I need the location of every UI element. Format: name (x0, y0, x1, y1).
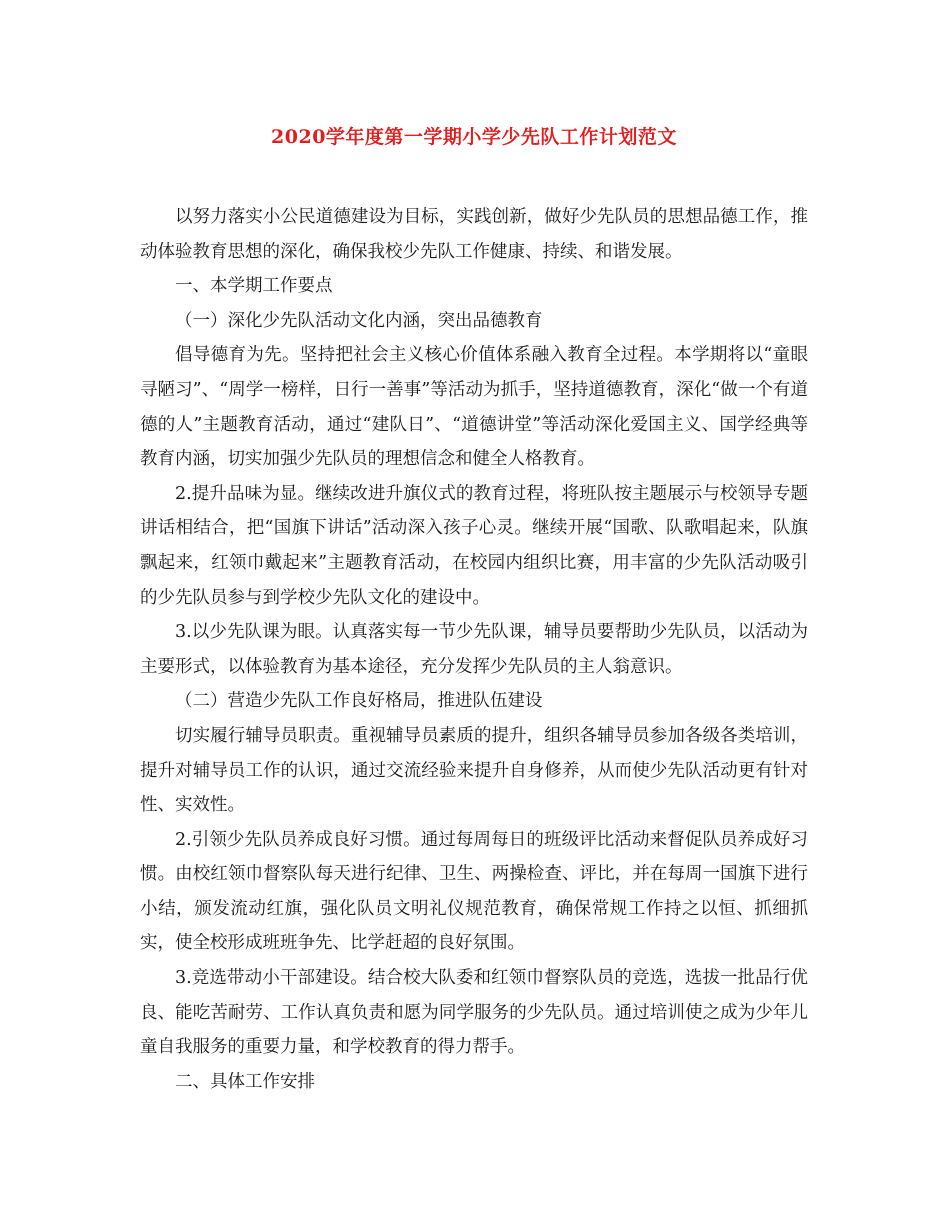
paragraph: 3.竞选带动小干部建设。结合校大队委和红领巾督察队员的竞选，选拔一批品行优良、能吃苦耐劳、工作认真负责和愿为同学服务的少先队员。通过培训使之成为少年儿童自我服务的重要力量，和学校教育的得力帮手。 (140, 968, 808, 1058)
paragraph: 倡导德育为先。坚持把社会主义核心价值体系融入教育全过程。本学期将以“童眼寻陋习”、“周学一榜样，日行一善事”等活动为抓手，坚持道德教育，深化“做一个有道德的人”主题教育活动，通过“建队日”、“道德讲堂”等活动深化爱国主义、国学经典等教育内涵，切实加强少先队员的理想信念和健全人格教育。 (140, 345, 808, 470)
paragraph: 2.提升品味为显。继续改进升旗仪式的教育过程，将班队按主题展示与校领导专题讲话相结合，把“国旗下讲话”活动深入孩子心灵。继续开展“国歌、队歌唱起来，队旗飘起来，红领巾戴起来”主题教育活动，在校园内组织比赛，用丰富的少先队活动吸引的少先队员参与到学校少先队文化的建设中。 (140, 483, 808, 608)
paragraph: 3.以少先队课为眼。认真落实每一节少先队课，辅导员要帮助少先队员，以活动为主要形式，以体验教育为基本途径，充分发挥少先队员的主人翁意识。 (140, 622, 808, 677)
document-title: 2020学年度第一学期小学少先队工作计划范文 (271, 126, 677, 148)
subsection-heading-2: （二）营造少先队工作良好格局，推进队伍建设 (175, 691, 543, 712)
subsection-heading-1: （一）深化少先队活动文化内涵，突出品德教育 (175, 310, 543, 331)
paragraph: 2.引领少先队员养成良好习惯。通过每周每日的班级评比活动来督促队员养成好习惯。由校红领巾督察队每天进行纪律、卫生、两操检查、评比，并在每周一国旗下进行小结，颁发流动红旗，强化队员文明礼仪规范教育，确保常规工作持之以恒、抓细抓实，使全校形成班班争先、比学赶超的良好氛围。 (140, 829, 808, 954)
paragraph: 切实履行辅导员职责。重视辅导员素质的提升，组织各辅导员参加各级各类培训，提升对辅导员工作的认识，通过交流经验来提升自身修养，从而使少先队活动更有针对性、实效性。 (140, 725, 808, 816)
section-heading-2: 二、具体工作安排 (175, 1071, 315, 1092)
section-heading-1: 一、本学期工作要点 (175, 276, 333, 297)
paragraph-intro: 以努力落实小公民道德建设为目标，实践创新，做好少先队员的思想品德工作，推动体验教育思想的深化，确保我校少先队工作健康、持续、和谐发展。 (140, 207, 808, 262)
document-body (140, 200, 808, 1099)
